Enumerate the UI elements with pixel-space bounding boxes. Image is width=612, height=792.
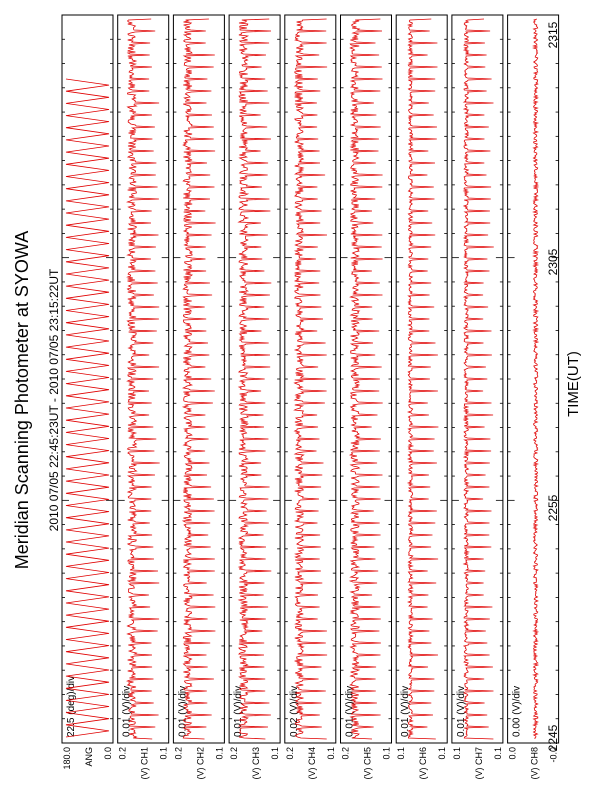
scale-label: 0.02 (V)/div xyxy=(288,685,300,737)
panel-frame xyxy=(229,15,280,743)
scale-label: 0.01 (V)/div xyxy=(455,685,467,737)
x-tick-label: 2305 xyxy=(546,248,560,276)
panel-frame xyxy=(285,15,336,743)
y-tick-label: 0.1 xyxy=(451,747,462,760)
scale-label: 0.01 (V)/div xyxy=(400,685,412,737)
y-tick-label: 0.2 xyxy=(229,747,240,760)
x-axis-label: TIME(UT) xyxy=(565,351,582,417)
channel-label: (V) CH8 xyxy=(529,747,540,780)
series-trace-ch2 xyxy=(183,19,215,739)
scale-label: 0.01 (V)/div xyxy=(233,685,245,737)
channel-label: (V) CH7 xyxy=(473,747,484,780)
scale-label: 0.01 (V)/div xyxy=(121,685,133,737)
series-trace-ang xyxy=(66,79,109,737)
channel-label: ANG xyxy=(84,747,94,767)
channel-label: (V) CH2 xyxy=(195,747,206,780)
channel-label: (V) CH4 xyxy=(306,747,317,780)
y-tick-label: 0.1 xyxy=(396,747,407,760)
series-trace-ch5 xyxy=(350,19,382,739)
panel-frame xyxy=(452,15,503,743)
x-tick-label: 2255 xyxy=(546,494,560,522)
y-tick-label: 0.0 xyxy=(507,747,518,760)
series-trace-ch8 xyxy=(534,19,538,739)
y-tick-label: 0.1 xyxy=(437,747,448,760)
scale-label: 22.5 (deg)/div xyxy=(66,675,77,737)
channel-label: (V) CH1 xyxy=(139,747,150,780)
chart-subtitle: 2010 07/05 22:45:23UT - 2010 07/05 23:15:22UT xyxy=(47,268,61,532)
y-tick-label: 0.2 xyxy=(173,747,184,760)
y-tick-label: 0.2 xyxy=(284,747,295,760)
panel-frame xyxy=(118,15,169,743)
y-tick-label: 0.0 xyxy=(103,747,113,760)
y-tick-label: -0.0 xyxy=(548,747,559,763)
panel-frame xyxy=(173,15,224,743)
y-tick-label: 0.2 xyxy=(117,747,128,760)
y-tick-label: 0.1 xyxy=(158,747,169,760)
scale-label: 0.01 (V)/div xyxy=(177,685,189,737)
scale-label: 0.01 (V)/div xyxy=(344,685,356,737)
y-tick-label: 0.1 xyxy=(325,747,336,760)
channel-label: (V) CH5 xyxy=(362,747,373,780)
panel-frame xyxy=(341,15,392,743)
series-trace-ch7 xyxy=(464,19,494,739)
y-tick-label: 0.1 xyxy=(214,747,225,760)
x-tick-label: 2245 xyxy=(546,724,560,752)
panel-frame xyxy=(508,15,559,743)
x-tick-label: 2315 xyxy=(546,21,560,49)
series-trace-ch6 xyxy=(408,19,438,739)
scale-label: 0.00 (V)/div xyxy=(511,685,523,737)
y-tick-label: 0.1 xyxy=(270,747,281,760)
y-tick-label: 0.1 xyxy=(492,747,503,760)
series-trace-ch3 xyxy=(239,19,271,739)
channel-label: (V) CH6 xyxy=(418,747,429,780)
y-tick-label: 0.2 xyxy=(340,747,351,760)
series-trace-ch1 xyxy=(128,19,160,739)
series-trace-ch4 xyxy=(295,19,328,739)
chart-title: Meridian Scanning Photometer at SYOWA xyxy=(12,230,32,570)
channel-label: (V) CH3 xyxy=(251,747,262,780)
y-tick-label: 0.1 xyxy=(381,747,392,760)
y-tick-label: 180.0 xyxy=(62,747,72,770)
